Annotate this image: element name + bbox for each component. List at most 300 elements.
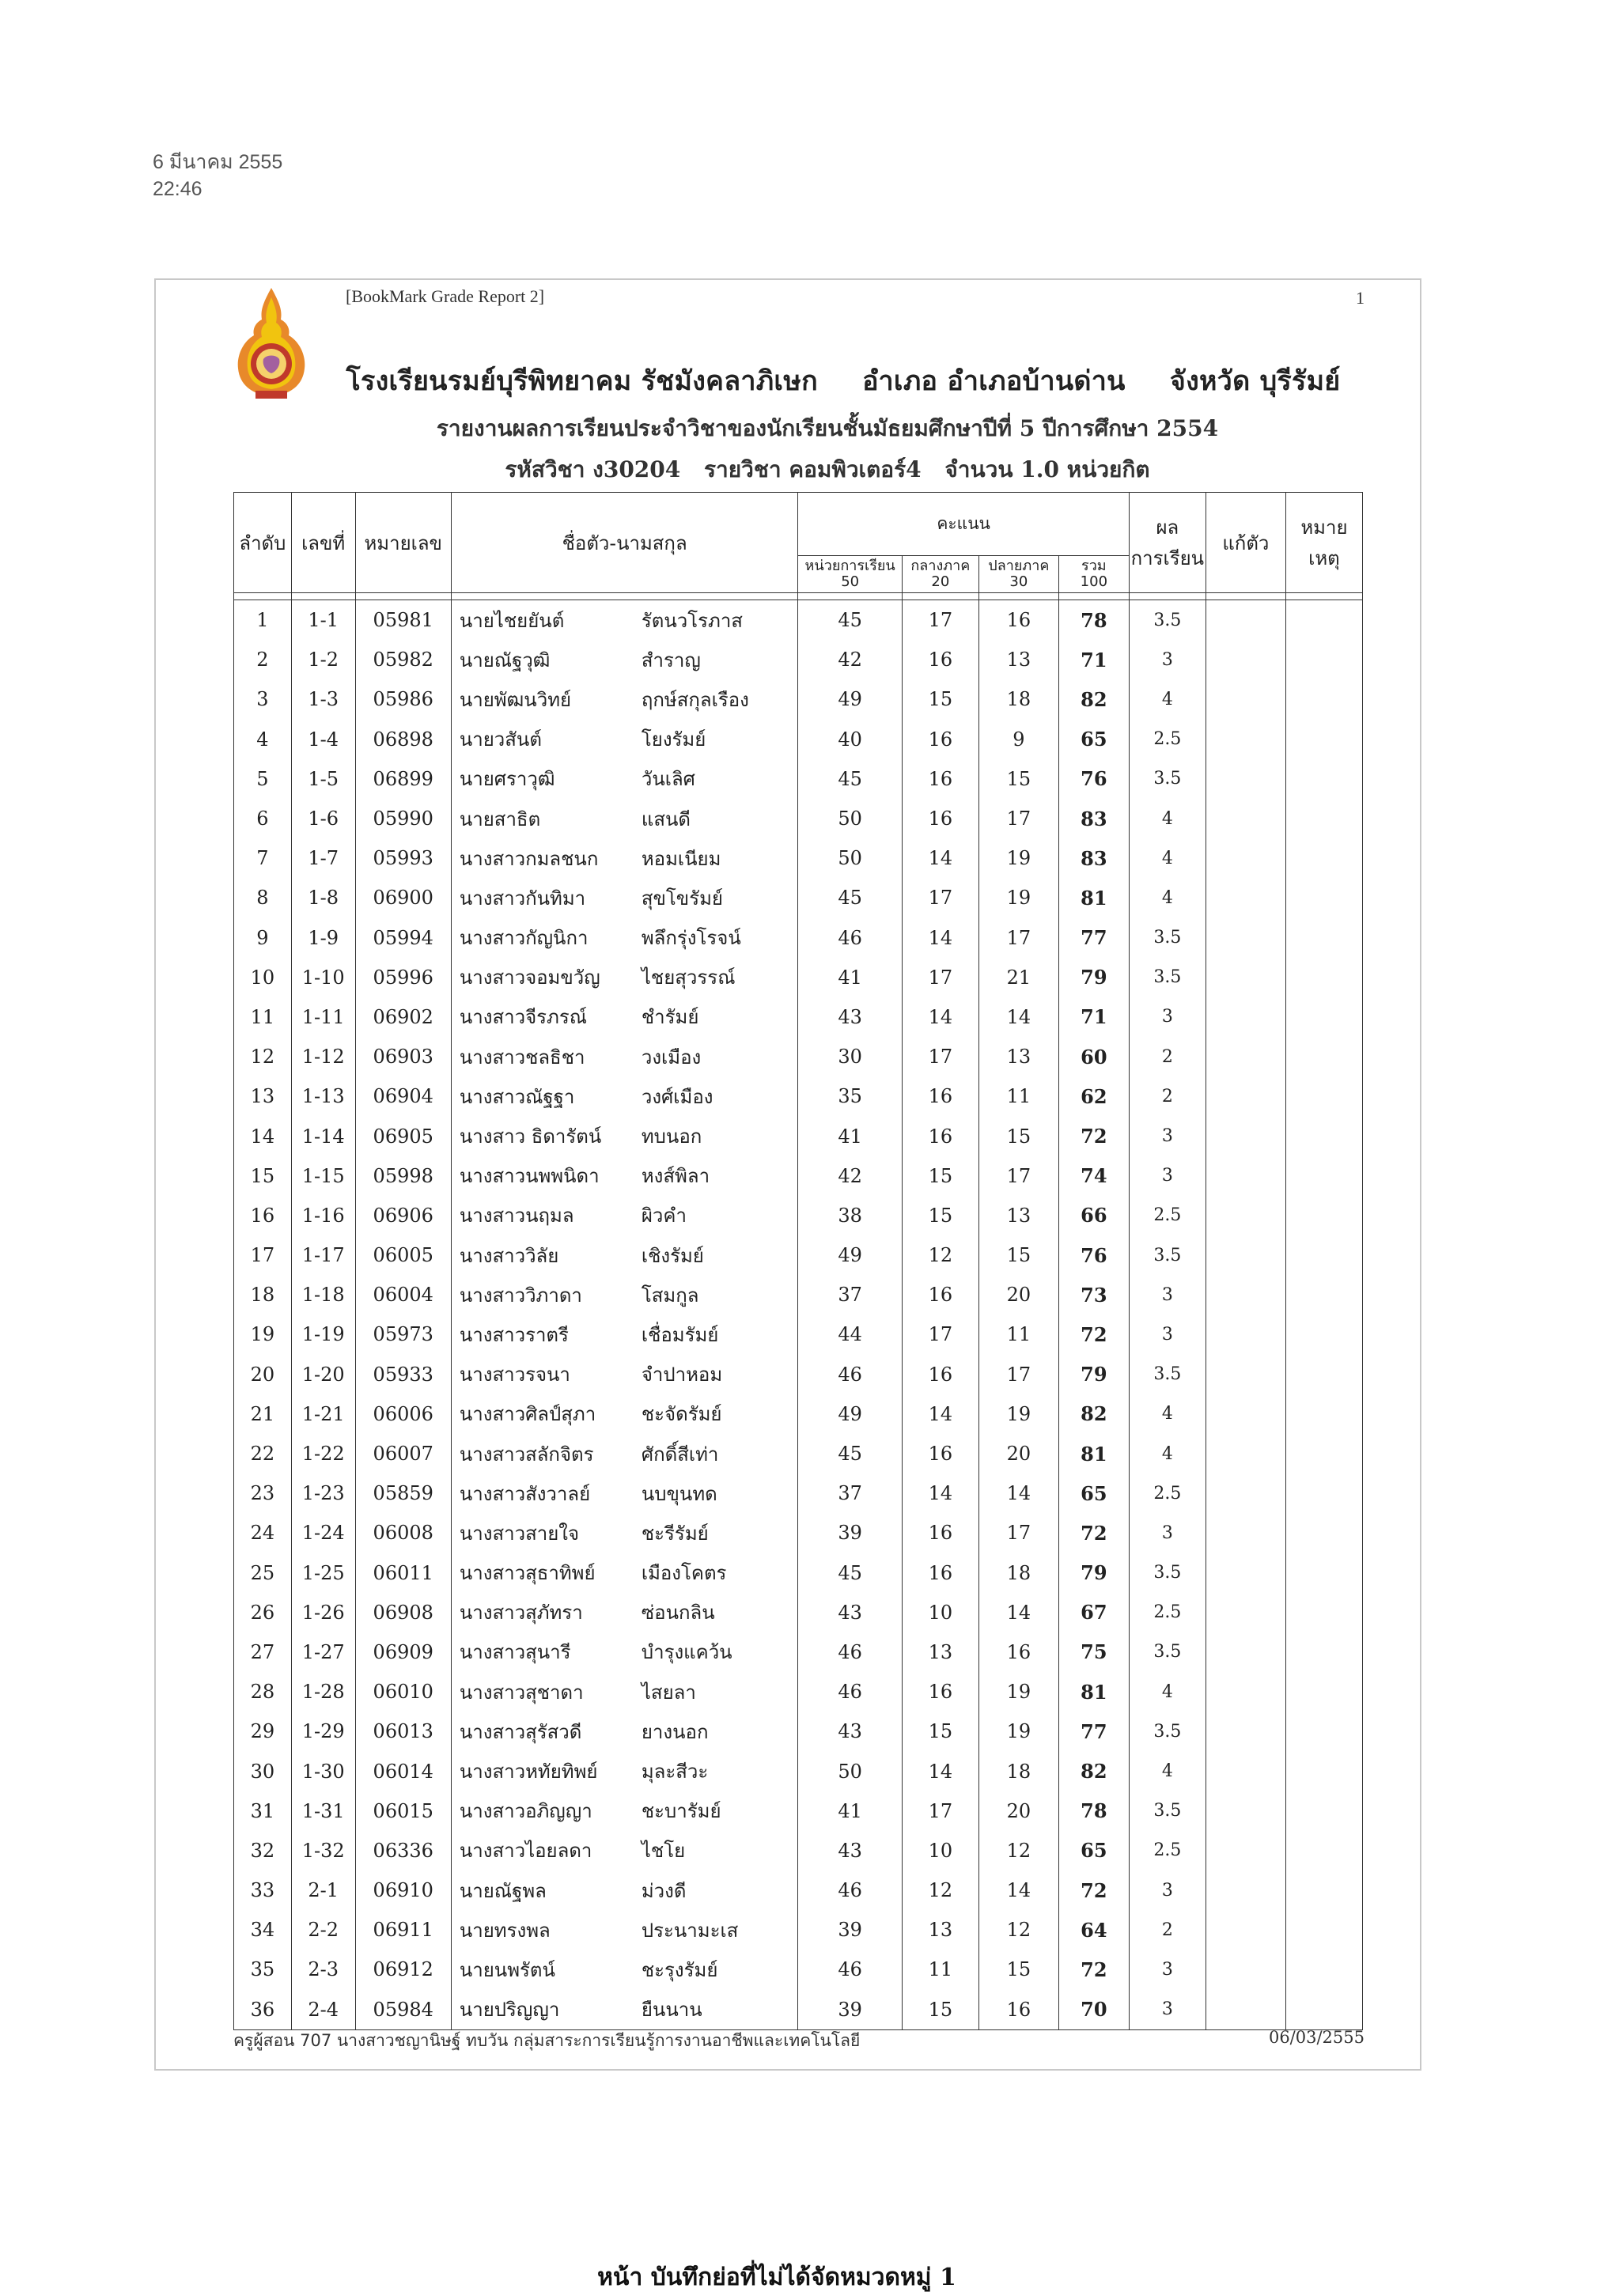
- cell-grade: 4: [1129, 1751, 1206, 1791]
- cell-seat: 1-15: [291, 1156, 355, 1196]
- cell-name: [451, 1196, 798, 1235]
- full-name: [460, 1478, 798, 1509]
- note-date: 6 มีนาคม 2555: [153, 151, 283, 173]
- first-name: นางสาวไอยลดา: [459, 1840, 592, 1863]
- cell-revision: [1206, 1076, 1285, 1116]
- table-row: [234, 1593, 1363, 1632]
- cell-grade: 4: [1129, 1394, 1206, 1434]
- cell-name: [451, 1116, 798, 1156]
- cell-student-id: 06014: [355, 1751, 451, 1791]
- cell-seat: 2-4: [291, 1990, 355, 2030]
- first-name: นายนพรัตน์: [459, 1958, 555, 1981]
- cell-name: [451, 1513, 798, 1553]
- first-name: นายทรงพล: [459, 1919, 551, 1942]
- cell-name: [451, 878, 798, 917]
- table-row: [234, 958, 1363, 997]
- cell-order: 34: [234, 1910, 292, 1950]
- first-name: นายพัฒนวิทย์: [459, 688, 572, 711]
- cell-unit-score: 45: [798, 1553, 902, 1593]
- cell-unit-score: 40: [798, 720, 902, 759]
- last-name: ยางนอก: [641, 1720, 709, 1743]
- full-name: [460, 763, 798, 794]
- cell-final: 14: [978, 1473, 1058, 1513]
- full-name: [460, 1756, 798, 1787]
- cell-midterm: 17: [902, 1037, 978, 1076]
- cell-midterm: 16: [902, 1116, 978, 1156]
- cell-final: 13: [978, 1196, 1058, 1235]
- cell-seat: 2-3: [291, 1950, 355, 1989]
- cell-final: 11: [978, 1076, 1058, 1116]
- cell-student-id: 06910: [355, 1870, 451, 1910]
- grade-report-page: [154, 278, 1421, 2071]
- cell-unit-score: 43: [798, 1593, 902, 1632]
- cell-midterm: 14: [902, 997, 978, 1037]
- cell-grade: 3: [1129, 1513, 1206, 1553]
- cell-grade: 3.5: [1129, 1235, 1206, 1275]
- cell-total: 83: [1058, 838, 1129, 878]
- cell-revision: [1206, 1235, 1285, 1275]
- cell-name: [451, 1831, 798, 1870]
- grades-table-body: [234, 593, 1363, 2030]
- cell-name: [451, 958, 798, 997]
- cell-seat: 1-30: [291, 1751, 355, 1791]
- cell-midterm: 15: [902, 1712, 978, 1751]
- note-time: 22:46: [153, 178, 202, 200]
- table-row: [234, 1275, 1363, 1314]
- cell-student-id: 05933: [355, 1355, 451, 1394]
- cell-order: 27: [234, 1632, 292, 1672]
- cell-grade: 4: [1129, 1672, 1206, 1712]
- cell-final: 15: [978, 1950, 1058, 1989]
- cell-revision: [1206, 1672, 1285, 1712]
- cell-order: 28: [234, 1672, 292, 1712]
- cell-remark: [1285, 1751, 1362, 1791]
- cell-order: 2: [234, 640, 292, 679]
- cell-midterm: 15: [902, 1990, 978, 2030]
- cell-seat: 1-3: [291, 679, 355, 719]
- cell-grade: 3.5: [1129, 1712, 1206, 1751]
- cell-final: 21: [978, 958, 1058, 997]
- first-name: นางสาวอภิญญา: [459, 1800, 592, 1823]
- cell-order: 6: [234, 799, 292, 838]
- cell-grade: 2: [1129, 1037, 1206, 1076]
- cell-order: 29: [234, 1712, 292, 1751]
- cell-unit-score: 41: [798, 1116, 902, 1156]
- cell-remark: [1285, 1116, 1362, 1156]
- cell-final: 13: [978, 1037, 1058, 1076]
- first-name: นางสาวกัญนิกา: [459, 927, 589, 950]
- cell-midterm: 17: [902, 958, 978, 997]
- header-score-group: คะแนน: [798, 493, 1129, 556]
- cell-student-id: 06908: [355, 1593, 451, 1632]
- full-name: [460, 1121, 798, 1152]
- cell-grade: 2.5: [1129, 1831, 1206, 1870]
- header-revision: แก้ตัว: [1206, 493, 1285, 593]
- cell-midterm: 13: [902, 1632, 978, 1672]
- full-name: [460, 1875, 798, 1906]
- cell-total: 62: [1058, 1076, 1129, 1116]
- cell-order: 21: [234, 1394, 292, 1434]
- cell-order: 25: [234, 1553, 292, 1593]
- cell-student-id: 06898: [355, 720, 451, 759]
- full-name: [460, 1001, 798, 1032]
- cell-revision: [1206, 1632, 1285, 1672]
- cell-student-id: 05998: [355, 1156, 451, 1196]
- cell-final: 16: [978, 1990, 1058, 2030]
- header-final-label: ปลายภาค: [988, 558, 1050, 574]
- table-row: [234, 1950, 1363, 1989]
- table-row: [234, 918, 1363, 958]
- cell-grade: 3: [1129, 997, 1206, 1037]
- cell-remark: [1285, 1712, 1362, 1751]
- cell-total: 64: [1058, 1910, 1129, 1950]
- header-name: ชื่อตัว-นามสกุล: [451, 493, 798, 593]
- cell-order: 12: [234, 1037, 292, 1076]
- cell-grade: 3.5: [1129, 1553, 1206, 1593]
- cell-student-id: 06015: [355, 1791, 451, 1831]
- full-name: [460, 645, 798, 675]
- cell-order: 19: [234, 1314, 292, 1354]
- cell-seat: 1-26: [291, 1593, 355, 1632]
- cell-seat: 1-9: [291, 918, 355, 958]
- table-row: [234, 1116, 1363, 1156]
- cell-student-id: 06905: [355, 1116, 451, 1156]
- last-name: ม่วงดี: [641, 1879, 687, 1902]
- cell-order: 13: [234, 1076, 292, 1116]
- cell-total: 72: [1058, 1870, 1129, 1910]
- cell-final: 17: [978, 1513, 1058, 1553]
- full-name: [460, 1915, 798, 1946]
- cell-midterm: 16: [902, 1553, 978, 1593]
- header-remark: [1285, 493, 1362, 593]
- cell-order: 9: [234, 918, 292, 958]
- first-name: นางสาวสุภัทรา: [459, 1602, 583, 1625]
- cell-grade: 4: [1129, 838, 1206, 878]
- last-name: ไชโย: [641, 1840, 686, 1863]
- report-date: 06/03/2555: [1268, 2028, 1365, 2047]
- full-name: [460, 1042, 798, 1072]
- cell-student-id: 05982: [355, 640, 451, 679]
- cell-seat: 1-11: [291, 997, 355, 1037]
- header-result-line2: การเรียน: [1130, 547, 1205, 569]
- full-name: [460, 1597, 798, 1628]
- cell-name: [451, 799, 798, 838]
- cell-grade: 2.5: [1129, 1196, 1206, 1235]
- cell-name: [451, 640, 798, 679]
- cell-name: [451, 1156, 798, 1196]
- cell-seat: 1-1: [291, 600, 355, 641]
- cell-midterm: 15: [902, 1196, 978, 1235]
- cell-midterm: 13: [902, 1910, 978, 1950]
- table-row: [234, 679, 1363, 719]
- cell-final: 17: [978, 1156, 1058, 1196]
- first-name: นางสาวสายใจ: [459, 1522, 580, 1545]
- cell-name: [451, 600, 798, 641]
- cell-revision: [1206, 759, 1285, 799]
- cell-revision: [1206, 1751, 1285, 1791]
- cell-seat: 1-19: [291, 1314, 355, 1354]
- cell-name: [451, 1394, 798, 1434]
- cell-total: 82: [1058, 679, 1129, 719]
- cell-remark: [1285, 1791, 1362, 1831]
- table-row: [234, 1831, 1363, 1870]
- cell-seat: 1-32: [291, 1831, 355, 1870]
- cell-total: 72: [1058, 1950, 1129, 1989]
- cell-remark: [1285, 759, 1362, 799]
- cell-grade: 3: [1129, 1950, 1206, 1989]
- cell-total: 74: [1058, 1156, 1129, 1196]
- full-name: [460, 1359, 798, 1390]
- cell-student-id: 06011: [355, 1553, 451, 1593]
- cell-grade: 3: [1129, 1990, 1206, 2030]
- cell-seat: 1-24: [291, 1513, 355, 1553]
- cell-student-id: 06008: [355, 1513, 451, 1553]
- last-name: ชะจัดรัมย์: [641, 1403, 722, 1426]
- first-name: นางสาววิภาดา: [459, 1284, 582, 1307]
- cell-midterm: 17: [902, 1314, 978, 1354]
- last-name: หงส์พิลา: [641, 1165, 710, 1188]
- cell-order: 26: [234, 1593, 292, 1632]
- subject-credits: จำนวน 1.0 หน่วยกิต: [944, 456, 1150, 482]
- cell-name: [451, 679, 798, 719]
- cell-student-id: 06899: [355, 759, 451, 799]
- last-name: เชิงรัมย์: [641, 1244, 704, 1267]
- cell-midterm: 16: [902, 799, 978, 838]
- cell-revision: [1206, 1156, 1285, 1196]
- cell-name: [451, 1235, 798, 1275]
- first-name: นางสาวสุรัสวดี: [459, 1720, 582, 1743]
- cell-unit-score: 35: [798, 1076, 902, 1116]
- cell-grade: 2: [1129, 1076, 1206, 1116]
- cell-seat: 1-13: [291, 1076, 355, 1116]
- cell-unit-score: 45: [798, 759, 902, 799]
- last-name: ไชยสุวรรณ์: [641, 966, 736, 989]
- cell-total: 78: [1058, 1791, 1129, 1831]
- cell-student-id: 06006: [355, 1394, 451, 1434]
- first-name: นายไชยยันต์: [459, 609, 565, 632]
- first-name: นายปริญญา: [459, 1999, 560, 2022]
- cell-unit-score: 45: [798, 1434, 902, 1473]
- cell-total: 72: [1058, 1513, 1129, 1553]
- cell-remark: [1285, 1870, 1362, 1910]
- last-name: ชะรีรัมย์: [641, 1522, 709, 1545]
- cell-final: 15: [978, 1116, 1058, 1156]
- first-name: นางสาวสุชาดา: [459, 1681, 584, 1704]
- cell-seat: 1-21: [291, 1394, 355, 1434]
- cell-revision: [1206, 1712, 1285, 1751]
- first-name: นางสาวณัฐฐา: [459, 1085, 575, 1108]
- cell-remark: [1285, 1831, 1362, 1870]
- cell-revision: [1206, 679, 1285, 719]
- cell-seat: 1-16: [291, 1196, 355, 1235]
- cell-remark: [1285, 1314, 1362, 1354]
- last-name: แสนดี: [641, 808, 691, 830]
- cell-final: 17: [978, 918, 1058, 958]
- cell-student-id: 05993: [355, 838, 451, 878]
- full-name: [460, 1795, 798, 1826]
- table-row: [234, 1037, 1363, 1076]
- cell-student-id: 05994: [355, 918, 451, 958]
- cell-revision: [1206, 918, 1285, 958]
- table-row: [234, 1791, 1363, 1831]
- report-title: รายงานผลการเรียนประจำวิชาของนักเรียนชั้นมัธยมศึกษาปีที่ 5 ปีการศึกษา 2554: [436, 415, 1219, 441]
- cell-unit-score: 39: [798, 1990, 902, 2030]
- cell-revision: [1206, 1990, 1285, 2030]
- cell-revision: [1206, 997, 1285, 1037]
- cell-grade: 3.5: [1129, 1355, 1206, 1394]
- cell-name: [451, 1990, 798, 2030]
- last-name: ทบนอก: [641, 1125, 702, 1148]
- cell-order: 18: [234, 1275, 292, 1314]
- cell-order: 3: [234, 679, 292, 719]
- cell-order: 24: [234, 1513, 292, 1553]
- cell-order: 15: [234, 1156, 292, 1196]
- cell-remark: [1285, 1672, 1362, 1712]
- first-name: นางสาวสุนารี: [459, 1641, 571, 1664]
- last-name: ยืนนาน: [641, 1999, 702, 2022]
- cell-final: 18: [978, 679, 1058, 719]
- full-name: [460, 1280, 798, 1311]
- cell-total: 81: [1058, 1672, 1129, 1712]
- cell-name: [451, 918, 798, 958]
- cell-grade: 3: [1129, 1116, 1206, 1156]
- header-total-label: รวม: [1081, 558, 1107, 574]
- header-seat: เลขที่: [291, 493, 355, 593]
- header-unit-max: 50: [841, 573, 860, 590]
- last-name: หอมเนียม: [641, 847, 721, 870]
- cell-student-id: 06906: [355, 1196, 451, 1235]
- first-name: นายณัฐวุฒิ: [459, 649, 551, 671]
- cell-total: 65: [1058, 720, 1129, 759]
- full-name: [460, 605, 798, 636]
- cell-seat: 1-4: [291, 720, 355, 759]
- last-name: สำราญ: [641, 649, 701, 671]
- cell-total: 79: [1058, 1355, 1129, 1394]
- cell-remark: [1285, 878, 1362, 917]
- cell-name: [451, 1712, 798, 1751]
- cell-name: [451, 838, 798, 878]
- cell-remark: [1285, 1593, 1362, 1632]
- table-row: [234, 799, 1363, 838]
- cell-total: 78: [1058, 600, 1129, 641]
- cell-unit-score: 38: [798, 1196, 902, 1235]
- cell-revision: [1206, 1037, 1285, 1076]
- cell-final: 9: [978, 720, 1058, 759]
- cell-remark: [1285, 838, 1362, 878]
- cell-name: [451, 1870, 798, 1910]
- cell-grade: 2.5: [1129, 720, 1206, 759]
- table-row: [234, 1434, 1363, 1473]
- cell-unit-score: 41: [798, 1791, 902, 1831]
- cell-grade: 4: [1129, 799, 1206, 838]
- cell-seat: 1-22: [291, 1434, 355, 1473]
- cell-final: 14: [978, 997, 1058, 1037]
- cell-final: 17: [978, 1355, 1058, 1394]
- table-row: [234, 1712, 1363, 1751]
- cell-seat: 2-2: [291, 1910, 355, 1950]
- table-row: [234, 1473, 1363, 1513]
- cell-name: [451, 1076, 798, 1116]
- cell-total: 73: [1058, 1275, 1129, 1314]
- cell-unit-score: 37: [798, 1473, 902, 1513]
- first-name: นางสาววิลัย: [459, 1244, 559, 1267]
- cell-unit-score: 43: [798, 1712, 902, 1751]
- subject-code: รหัสวิชา ง30204: [505, 456, 681, 482]
- table-row: [234, 997, 1363, 1037]
- cell-midterm: 16: [902, 759, 978, 799]
- cell-revision: [1206, 640, 1285, 679]
- first-name: นางสาวจีรภรณ์: [459, 1006, 587, 1029]
- table-row: [234, 1156, 1363, 1196]
- cell-grade: 3: [1129, 1156, 1206, 1196]
- table-row: [234, 1672, 1363, 1712]
- cell-order: 8: [234, 878, 292, 917]
- cell-name: [451, 1910, 798, 1950]
- cell-final: 17: [978, 799, 1058, 838]
- cell-revision: [1206, 1275, 1285, 1314]
- table-row: [234, 759, 1363, 799]
- cell-unit-score: 42: [798, 1156, 902, 1196]
- cell-unit-score: 49: [798, 1394, 902, 1434]
- full-name: [460, 684, 798, 715]
- cell-total: 76: [1058, 1235, 1129, 1275]
- cell-remark: [1285, 1394, 1362, 1434]
- cell-student-id: 05996: [355, 958, 451, 997]
- cell-order: 30: [234, 1751, 292, 1791]
- cell-midterm: 14: [902, 1473, 978, 1513]
- cell-total: 83: [1058, 799, 1129, 838]
- first-name: นางสาวชลธิชา: [459, 1046, 585, 1069]
- cell-remark: [1285, 918, 1362, 958]
- table-row: [234, 878, 1363, 917]
- cell-revision: [1206, 1513, 1285, 1553]
- cell-student-id: 06912: [355, 1950, 451, 1989]
- cell-seat: 1-7: [291, 838, 355, 878]
- table-row: [234, 1355, 1363, 1394]
- cell-total: 66: [1058, 1196, 1129, 1235]
- page-caption: หน้า บันทึกย่อที่ไม่ได้จัดหมวดหมู่ 1: [597, 2264, 956, 2291]
- cell-unit-score: 37: [798, 1275, 902, 1314]
- cell-order: 17: [234, 1235, 292, 1275]
- cell-final: 15: [978, 759, 1058, 799]
- page-number: 1: [1356, 288, 1365, 308]
- cell-remark: [1285, 1076, 1362, 1116]
- cell-total: 77: [1058, 918, 1129, 958]
- cell-unit-score: 50: [798, 838, 902, 878]
- cell-order: 20: [234, 1355, 292, 1394]
- cell-order: 36: [234, 1990, 292, 2030]
- cell-unit-score: 44: [798, 1314, 902, 1354]
- table-row: [234, 600, 1363, 641]
- cell-unit-score: 46: [798, 1632, 902, 1672]
- cell-total: 72: [1058, 1116, 1129, 1156]
- table-row: [234, 1076, 1363, 1116]
- cell-total: 77: [1058, 1712, 1129, 1751]
- cell-grade: 3.5: [1129, 958, 1206, 997]
- cell-name: [451, 1553, 798, 1593]
- cell-remark: [1285, 1473, 1362, 1513]
- header-midterm-max: 20: [931, 573, 950, 590]
- cell-order: 7: [234, 838, 292, 878]
- cell-name: [451, 1434, 798, 1473]
- cell-revision: [1206, 1473, 1285, 1513]
- header-unit: [798, 556, 902, 593]
- first-name: นางสาวสุธาทิพย์: [459, 1562, 596, 1585]
- last-name: ไสยลา: [641, 1681, 696, 1704]
- cell-name: [451, 1672, 798, 1712]
- cell-final: 20: [978, 1791, 1058, 1831]
- first-name: นายณัฐพล: [459, 1879, 547, 1902]
